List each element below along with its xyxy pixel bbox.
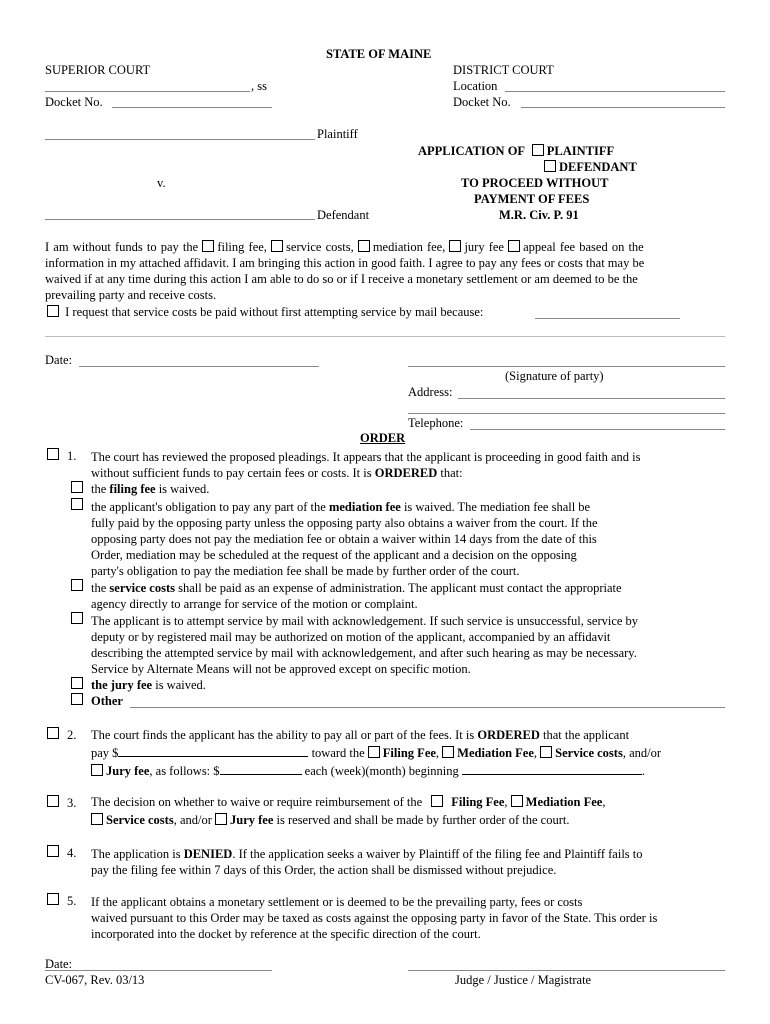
- application-of-label: APPLICATION OF: [418, 144, 525, 158]
- superior-court-label: SUPERIOR COURT: [45, 63, 151, 77]
- title-line3: TO PROCEED WITHOUT: [461, 176, 609, 190]
- order-4-text: The application is DENIED. If the application seeks a waiver by Plaintiff of the filing fee and Plaintiff fails to pay the filing fee within 7 days of this Order, the action shall be dismissed without prejudice.: [91, 847, 643, 877]
- date-label: Date:: [45, 353, 73, 367]
- statement-line4: prevailing party and receive costs.: [45, 288, 217, 302]
- defendant-checkbox[interactable]: [544, 160, 556, 172]
- appeal-fee-checkbox[interactable]: [508, 240, 520, 252]
- mediation-fee-text: the applicant's obligation to pay any part of the mediation fee is waived. The mediation fee shall be fully paid by the opposing party unless the opposing party also obtains a waiver from the court. If the opposing party does not pay the mediation fee or obtain a waiver within 14 days from the date of this Order, mediation may be scheduled at the request of the applicant and a decision on the opposing party's obligation to pay the mediation fee shall be made by further order of the court.: [91, 500, 598, 578]
- address-label: Address:: [408, 385, 453, 399]
- jury-fee-waived-text: the jury fee is waived.: [91, 678, 206, 692]
- order-2-line3: Jury fee, as follows: $ each (week)(month) beginning .: [91, 763, 645, 779]
- form-id: CV-067, Rev. 03/13: [45, 973, 145, 987]
- order-3-service-costs-checkbox[interactable]: [91, 813, 103, 825]
- request-reason-line[interactable]: [535, 318, 680, 319]
- jury-fee-checkbox[interactable]: [449, 240, 461, 252]
- order-3-checkbox[interactable]: [47, 795, 59, 807]
- order-4-checkbox[interactable]: [47, 845, 59, 857]
- title-line5: M.R. Civ. P. 91: [499, 208, 579, 222]
- location-line[interactable]: [505, 91, 725, 92]
- plaintiff-label: Plaintiff: [317, 127, 358, 141]
- filing-fee-waived-text: the filing fee is waived.: [91, 482, 210, 496]
- order-5-checkbox[interactable]: [47, 893, 59, 905]
- request-reason-line-2[interactable]: [45, 336, 725, 337]
- order-1-number: 1.: [67, 449, 77, 463]
- plaintiff-line[interactable]: [45, 139, 315, 140]
- district-court-label: DISTRICT COURT: [453, 63, 554, 77]
- footer-date-line[interactable]: [45, 970, 272, 971]
- state-title: STATE OF MAINE: [326, 47, 432, 61]
- docket-label-right: Docket No.: [453, 95, 511, 109]
- docket-line-left[interactable]: [112, 107, 272, 108]
- statement-line3: waived if at any time during this action I am able to do so or if I receive a monetary settlement or am deemed to be the: [45, 272, 638, 286]
- request-mail-label: I request that service costs be paid without first attempting service by mail because:: [65, 305, 484, 319]
- other-checkbox[interactable]: [71, 693, 83, 705]
- mediation-fee-label: mediation fee,: [372, 240, 446, 254]
- service-by-mail-text: The applicant is to attempt service by mail with acknowledgement. If such service is unsuccessful, service by deputy or by registered mail may be authorized on motion of the applicant, accompanied by an affidavit describing the attempted service by mail with acknowledgement, and after such hearing as may be necessary. Service by Alternate Means will not be approved except on specific motion.: [91, 614, 639, 676]
- order-3-line1: The decision on whether to waive or require reimbursement of the Filing Fee, Mediation Fee,: [91, 795, 606, 809]
- service-costs-text: the service costs shall be paid as an expense of administration. The applicant must contact the appropriate agency directly to arrange for service of the motion or complaint.: [91, 581, 622, 611]
- jury-fee-waived-checkbox[interactable]: [71, 677, 83, 689]
- pay-amount-line[interactable]: [118, 745, 308, 757]
- statement-line2: information in my attached affidavit. I am bringing this action in good faith. I agree to pay any fees or costs that may be: [45, 256, 645, 270]
- other-line[interactable]: [130, 707, 725, 708]
- order-3-filing-fee-checkbox[interactable]: [431, 795, 443, 807]
- address-line[interactable]: [458, 398, 725, 399]
- address-line-2[interactable]: [408, 413, 725, 414]
- order-2-jury-fee-checkbox[interactable]: [91, 764, 103, 776]
- appeal-fee-label: appeal fee based on the: [523, 240, 644, 254]
- signature-caption: (Signature of party): [505, 369, 604, 383]
- defendant-option-label: DEFENDANT: [559, 160, 637, 174]
- order-2-number: 2.: [67, 728, 77, 742]
- order-2-mediation-fee-checkbox[interactable]: [442, 746, 454, 758]
- location-label: Location: [453, 79, 498, 93]
- defendant-line[interactable]: [45, 219, 315, 220]
- county-line[interactable]: [45, 91, 250, 92]
- versus-label: v.: [157, 176, 166, 190]
- order-3-line2: Service costs, and/or Jury fee is reserved and shall be made by further order of the court.: [91, 813, 569, 828]
- footer-date-label: Date:: [45, 957, 73, 971]
- order-heading: ORDER: [360, 431, 406, 445]
- filing-fee-label: filing fee,: [217, 240, 267, 254]
- request-mail-checkbox[interactable]: [47, 305, 59, 317]
- signature-line[interactable]: [408, 366, 725, 367]
- order-5-text: If the applicant obtains a monetary settlement or is deemed to be the prevailing party, fees or costs waived pursuant to this Order may be taxed as costs against the opposing party in favor of the State. This order is incorporated into the docket by reference at the specific direction of the court.: [91, 895, 658, 941]
- title-line4: PAYMENT OF FEES: [474, 192, 590, 206]
- order-4-number: 4.: [67, 846, 77, 860]
- order-1-text: The court has reviewed the proposed pleadings. It appears that the applicant is proceeding in good faith and is without sufficient funds to pay certain fees or costs. It is ORDERED that:: [91, 450, 641, 480]
- telephone-label: Telephone:: [408, 416, 464, 430]
- service-by-mail-checkbox[interactable]: [71, 612, 83, 624]
- order-2-line2: pay $ toward the Filing Fee, Mediation Fee, Service costs, and/or: [91, 746, 662, 760]
- order-3-jury-fee-checkbox[interactable]: [215, 813, 227, 825]
- order-2-line1: The court finds the applicant has the ability to pay all or part of the fees. It is ORDERED that the applicant: [91, 728, 630, 742]
- filing-fee-checkbox[interactable]: [202, 240, 214, 252]
- judge-signature-line[interactable]: [408, 970, 725, 971]
- defendant-label: Defendant: [317, 208, 370, 222]
- mediation-fee-waived-checkbox[interactable]: [71, 498, 83, 510]
- order-2-checkbox[interactable]: [47, 727, 59, 739]
- service-costs-admin-checkbox[interactable]: [71, 579, 83, 591]
- docket-label-left: Docket No.: [45, 95, 103, 109]
- service-costs-checkbox[interactable]: [271, 240, 283, 252]
- order-1-checkbox[interactable]: [47, 448, 59, 460]
- beginning-date-line[interactable]: [462, 763, 642, 775]
- mediation-fee-checkbox[interactable]: [358, 240, 370, 252]
- order-5-number: 5.: [67, 894, 77, 908]
- statement-intro: I am without funds to pay the: [45, 240, 199, 254]
- installment-amount-line[interactable]: [220, 763, 302, 775]
- ss-label: , ss: [251, 79, 267, 93]
- filing-fee-waived-checkbox[interactable]: [71, 481, 83, 493]
- plaintiff-option-label: PLAINTIFF: [546, 144, 615, 158]
- telephone-line[interactable]: [470, 429, 725, 430]
- judge-caption: Judge / Justice / Magistrate: [455, 973, 592, 987]
- order-2-filing-fee-checkbox[interactable]: [368, 746, 380, 758]
- date-line[interactable]: [79, 366, 319, 367]
- order-3-mediation-fee-checkbox[interactable]: [511, 795, 523, 807]
- service-costs-label: service costs,: [286, 240, 354, 254]
- other-label: Other: [91, 694, 123, 708]
- order-3-number: 3.: [67, 796, 77, 810]
- jury-fee-label: jury fee: [464, 240, 504, 254]
- plaintiff-checkbox[interactable]: [532, 144, 544, 156]
- order-2-service-costs-checkbox[interactable]: [540, 746, 552, 758]
- order-1-line1: The court has reviewed the proposed pleadings. It appears that the applicant is proceeding in good faith and is: [91, 450, 641, 464]
- docket-line-right[interactable]: [521, 107, 725, 108]
